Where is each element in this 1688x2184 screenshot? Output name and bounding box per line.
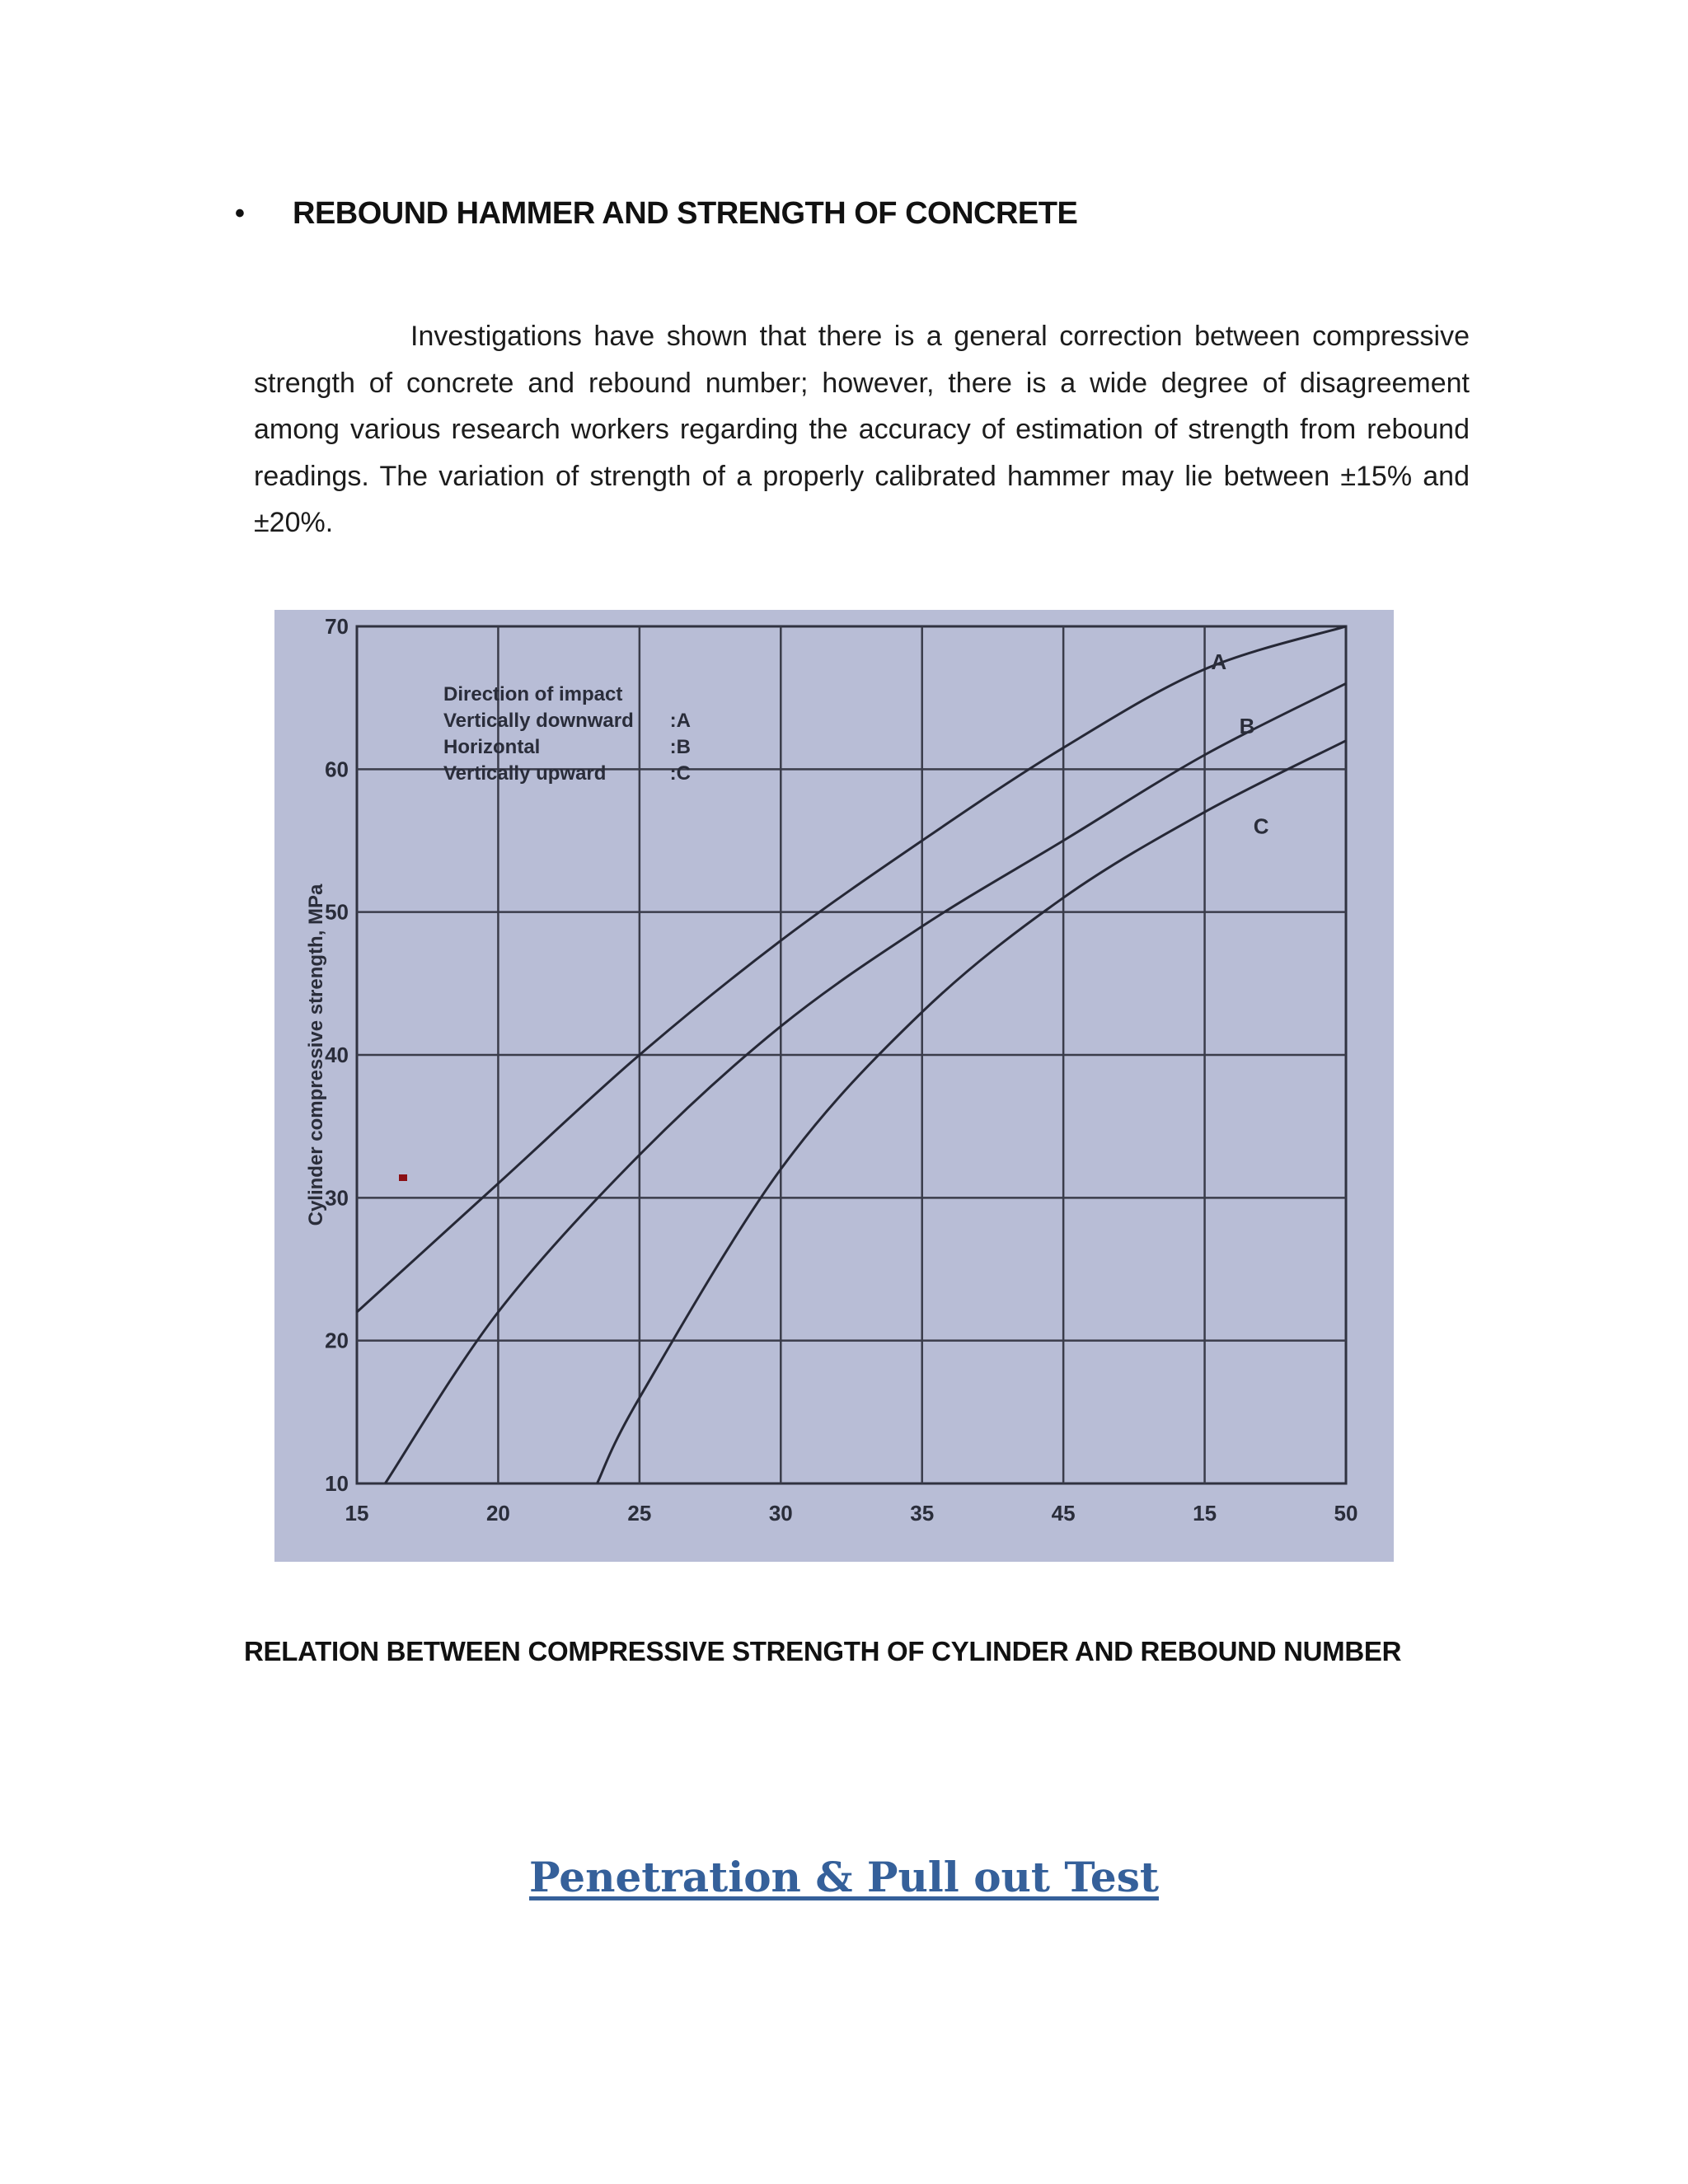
legend-title: Direction of impact — [443, 683, 623, 705]
rebound-chart-figure — [274, 610, 1394, 1562]
section-title — [0, 1853, 1688, 1901]
legend-entry-key: :A — [669, 710, 691, 732]
x-tick-label: 30 — [768, 1501, 793, 1526]
section-heading — [235, 196, 1077, 232]
x-tick-label: 20 — [485, 1501, 510, 1526]
y-tick-label: 10 — [325, 1471, 349, 1496]
series-label-b: B — [1239, 714, 1255, 738]
y-tick-label: 70 — [325, 614, 349, 639]
x-tick-label: 50 — [1334, 1501, 1358, 1526]
red-mark — [399, 1174, 407, 1181]
rebound-chart — [274, 610, 1394, 1562]
section-title-text: Penetration & Pull out Test — [529, 1853, 1159, 1901]
x-tick-label: 15 — [1193, 1501, 1217, 1526]
y-tick-label: 50 — [325, 899, 349, 925]
x-tick-label: 45 — [1051, 1501, 1076, 1526]
bullet: • — [235, 198, 245, 229]
y-tick-label: 20 — [325, 1328, 349, 1353]
y-tick-label: 40 — [325, 1043, 349, 1067]
legend-entry-label: Horizontal — [443, 736, 541, 758]
legend-entry-key: :C — [669, 762, 691, 785]
body-paragraph: Investigations have shown that there is a general correction between compressive strength of concrete and rebound number; however, there is a wide degree of disagreement among various research workers regarding the accuracy of estimation of strength from rebound readings. The variation of strength of a properly calibrated hammer may lie between ±15% and ±20%. — [254, 321, 1470, 538]
legend-entry-label: Vertically downward — [443, 710, 634, 732]
series-line-b — [385, 683, 1346, 1483]
series-label-a: A — [1211, 649, 1227, 674]
x-tick-label: 35 — [910, 1501, 935, 1526]
x-tick-label: 25 — [627, 1501, 652, 1526]
y-tick-label: 60 — [325, 757, 349, 782]
legend-entry-key: :B — [669, 736, 691, 758]
figure-caption: RELATION BETWEEN COMPRESSIVE STRENGTH OF CYLINDER AND REBOUND NUMBER — [244, 1636, 1402, 1666]
heading-text: REBOUND HAMMER AND STRENGTH OF CONCRETE — [293, 196, 1078, 231]
legend-entry-label: Vertically upward — [443, 762, 607, 785]
y-tick-label: 30 — [325, 1185, 349, 1211]
x-tick-label: 15 — [345, 1501, 369, 1526]
series-label-c: C — [1253, 813, 1269, 839]
series-line-c — [597, 741, 1346, 1483]
y-axis-label: Cylinder compressive strength, MPa — [305, 883, 327, 1226]
